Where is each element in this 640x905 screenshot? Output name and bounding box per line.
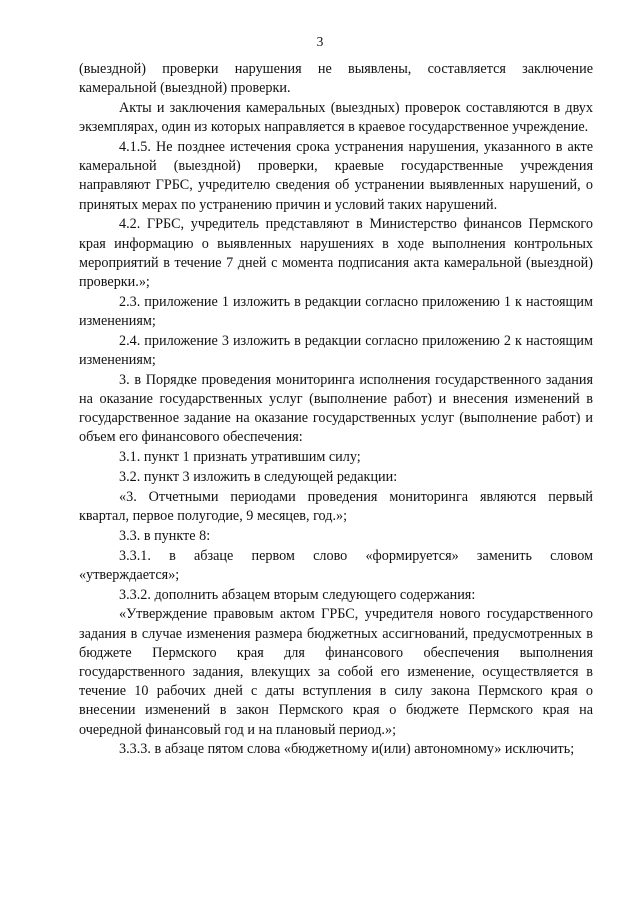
- paragraph: 3.3.2. дополнить абзацем вторым следующего содержания:: [119, 586, 476, 603]
- paragraph: 3.1. пункт 1 признать утратившим силу;: [119, 449, 361, 466]
- paragraph: 4.1.5. Не позднее истечения срока устранения нарушения, указанного в акте камеральной (выездной) проверки, краевые государственные учреждения направляют ГРБС, учредителю сведения об устранении выявленных нарушений, о принятых мерах по устранению причин и условий таких нарушений.: [79, 139, 593, 213]
- paragraph: 3.3. в пункте 8:: [119, 527, 211, 544]
- paragraph: 2.3. приложение 1 изложить в редакции согласно приложению 1 к настоящим изменениям;: [79, 293, 593, 330]
- page-number: 3: [316, 34, 324, 49]
- paragraph: 2.4. приложение 3 изложить в редакции согласно приложению 2 к настоящим изменениям;: [79, 332, 593, 369]
- paragraph: «Утверждение правовым актом ГРБС, учредителя нового государственного задания в случае изменения размера бюджетных ассигнований, предусмотренных в бюджете Пермского края для финансового обеспечения выполнения государственного задания, влекущих за собой его изменение, осуществляется в течение 10 рабочих дней с даты вступления в силу закона Пермского края о внесении изменений в закон Пермского края о бюджете Пермского края на очередной финансовый год и на плановый период.»;: [79, 606, 593, 738]
- document-body: [79, 60, 593, 760]
- paragraph: 3.2. пункт 3 изложить в следующей редакции:: [119, 469, 398, 486]
- paragraph: «3. Отчетными периодами проведения мониторинга являются первый квартал, первое полугодие, 9 месяцев, год.»;: [79, 488, 593, 525]
- paragraph: (выездной) проверки нарушения не выявлены, составляется заключение камеральной (выездной) проверки.: [79, 61, 593, 97]
- paragraph: 3.3.3. в абзаце пятом слова «бюджетному и(или) автономному» исключить;: [119, 741, 575, 758]
- paragraph: 3. в Порядке проведения мониторинга исполнения государственного задания на оказание государственных услуг (выполнение работ) и внесения изменений в государственное задание на оказание государственных услуг (выполнение работ) и объем его финансового обеспечения:: [79, 371, 593, 446]
- paragraph: 4.2. ГРБС, учредитель представляют в Министерство финансов Пермского края информацию о выявленных нарушениях в ходе выполнения контрольных мероприятий в течение 7 дней с момента подписания акта камеральной (выездной) проверки.»;: [79, 216, 593, 291]
- paragraph: Акты и заключения камеральных (выездных) проверок составляются в двух экземплярах, один из которых направляется в краевое государственное учреждение.: [79, 100, 593, 136]
- paragraph: 3.3.1. в абзаце первом слово «формируется» заменить словом «утверждается»;: [79, 547, 593, 583]
